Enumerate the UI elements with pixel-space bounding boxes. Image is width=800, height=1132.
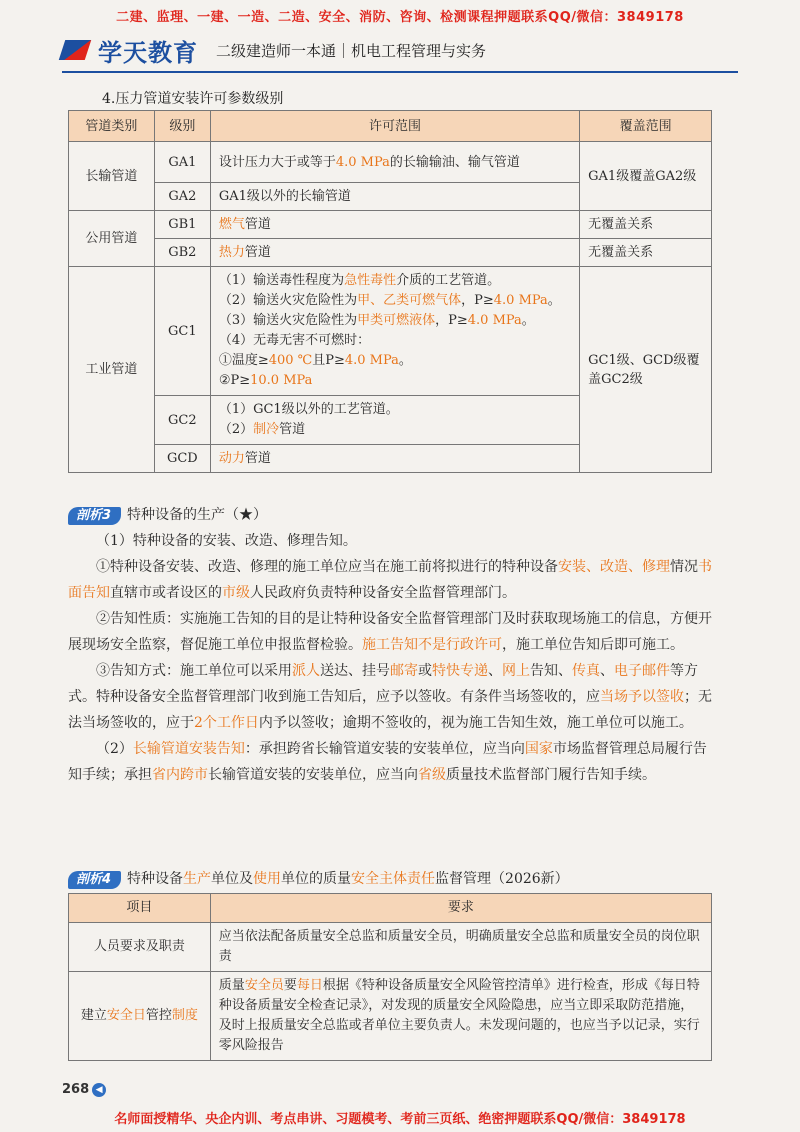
table-header-row [69,894,712,923]
level-cell: GA1 [154,142,210,183]
header-divider [62,71,738,73]
page-header [62,32,742,68]
scope-cell: 设计压力大于或等于4.0 MPa的长输输油、输气管道 [210,142,579,183]
bottom-promo-banner: 名师面授精华、央企内训、考点串讲、习题模考、考前三页纸、绝密押题联系QQ/微信：3849178 [114,1112,686,1127]
level-cell: GB1 [154,211,210,239]
category-cell: 长输管道 [69,142,155,211]
scope-cell: GA1级以外的长输管道 [210,183,579,211]
table-row [69,972,712,1061]
table-row [69,923,712,972]
col-header: 许可范围 [210,111,579,142]
level-cell: GB2 [154,239,210,267]
col-header: 管道类别 [69,111,155,142]
table-row [69,267,712,396]
scope-cell: 动力管道 [210,445,579,473]
analysis-4-heading: 剖析4 特种设备生产单位及使用单位的质量安全主体责任监督管理（2026新） [68,866,718,892]
paragraph: ①特种设备安装、改造、修理的施工单位应当在施工前将拟进行的特种设备安装、改造、修理情况书面告知直辖市或者设区的市级人民政府负责特种设备安全监督管理部门。 [68,559,712,601]
sub-heading: （1）特种设备的安装、改造、修理告知。 [96,533,357,549]
top-promo-banner: 二建、监理、一建、一造、二造、安全、消防、咨询、检测课程押题联系QQ/微信：3849178 [116,10,684,25]
requirement-cell: 应当依法配备质量安全总监和质量安全员，明确质量安全总监和质量安全员的岗位职责 [210,923,711,972]
analysis-title: 特种设备的生产（★） [127,507,268,523]
section-title: 4.压力管道安装许可参数级别 [102,91,284,107]
item-cell: 建立安全日管控制度 [69,972,211,1061]
coverage-cell: GA1级覆盖GA2级 [580,142,712,211]
col-header: 项目 [69,894,211,923]
paragraph: ②告知性质：实施施工告知的目的是让特种设备安全监督管理部门及时获取现场施工的信息，方便开展现场安全监察，督促施工单位申报监督检验。施工告知不是行政许可，施工单位告知后即可施工。 [68,611,712,653]
scope-cell: （1）输送毒性程度为急性毒性介质的工艺管道。 （2）输送火灾危险性为甲、乙类可燃气体，P≥4.0 MPa。 （3）输送火灾危险性为甲类可燃液体，P≥4.0 MPa。 （4）无毒无害不可燃时： ①温度≥400 ℃且P≥4.0 MPa。 ②P≥10.0 MPa [210,267,579,396]
brand-logo-text: 学天教育 [98,38,198,67]
category-cell: 工业管道 [69,267,155,473]
col-header: 覆盖范围 [580,111,712,142]
level-cell: GA2 [154,183,210,211]
scope-cell: 燃气管道 [210,211,579,239]
brand-logo-icon [62,38,92,62]
pipeline-permit-table [68,110,712,473]
coverage-cell: 无覆盖关系 [580,239,712,267]
analysis-badge: 剖析4 [68,871,121,889]
table-row [69,211,712,239]
level-cell: GCD [154,445,210,473]
page-number: 268 ◀ [62,1082,106,1097]
paragraph: （2）长输管道安装告知：承担跨省长输管道安装的安装单位，应当向国家市场监督管理总局履行告知手续；承担省内跨市长输管道安装的安装单位，应当向省级质量技术监督部门履行告知手续。 [68,741,707,783]
analysis-3-section [68,502,718,788]
level-cell: GC2 [154,396,210,445]
analysis-badge: 剖析3 [68,507,121,525]
scope-cell: 热力管道 [210,239,579,267]
col-header: 级别 [154,111,210,142]
item-cell: 人员要求及职责 [69,923,211,972]
requirement-cell: 质量安全员要每日根据《特种设备质量安全风险管控清单》进行检查，形成《每日特种设备质量安全检查记录》，对发现的质量安全风险隐患，应当立即采取防范措施，及时上报质量安全总监或者单位主要负责人。未发现问题的，也应当予以记录，实行零风险报告 [210,972,711,1061]
table-row [69,142,712,183]
analysis-3-heading [68,502,718,528]
coverage-cell: GC1级、GCD级覆盖GC2级 [580,267,712,473]
col-header: 要求 [210,894,711,923]
category-cell: 公用管道 [69,211,155,267]
book-title: 二级建造师一本通｜机电工程管理与实务 [216,41,487,60]
responsibility-table [68,893,712,1061]
table-row [69,239,712,267]
scope-cell: （1）GC1级以外的工艺管道。 （2）制冷管道 [210,396,579,445]
arrow-left-icon: ◀ [92,1083,106,1097]
table-header-row [69,111,712,142]
coverage-cell: 无覆盖关系 [580,211,712,239]
paragraph: ③告知方式：施工单位可以采用派人送达、挂号邮寄或特快专递、网上告知、传真、电子邮件等方式。特种设备安全监督管理部门收到施工告知后，应予以签收。有条件当场签收的，应当场予以签收；无法当场签收的，应于2个工作日内予以签收；逾期不签收的，视为施工告知生效，施工单位可以施工。 [68,663,712,731]
level-cell: GC1 [154,267,210,396]
